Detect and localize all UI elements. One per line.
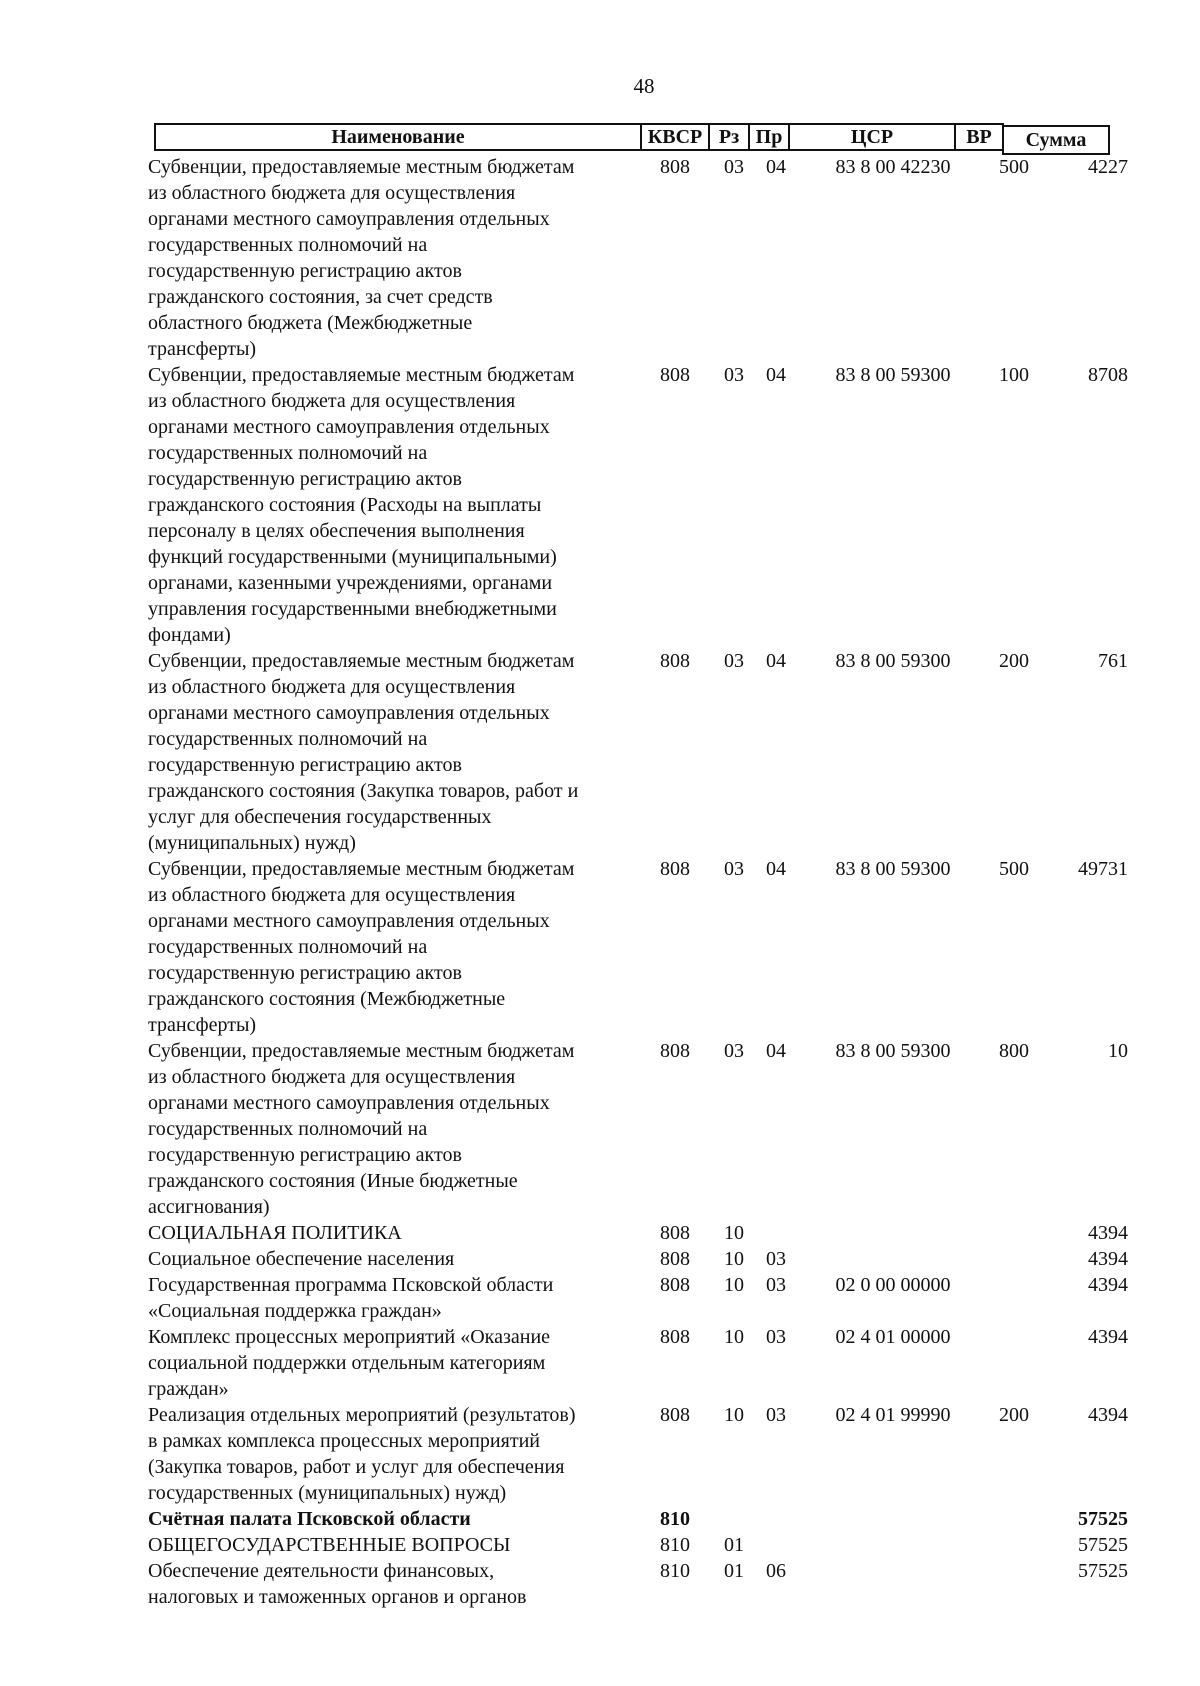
row-rz: 03 xyxy=(724,364,744,386)
table-row xyxy=(148,362,1128,648)
row-name: СОЦИАЛЬНАЯ ПОЛИТИКА xyxy=(148,1222,402,1244)
row-sum: 8708 xyxy=(1088,364,1128,386)
table-row xyxy=(148,1324,1128,1402)
row-csr: 02 4 01 99990 xyxy=(835,1404,951,1426)
row-sum: 4394 xyxy=(1088,1404,1128,1426)
row-vr: 500 xyxy=(999,858,1029,880)
row-rz: 10 xyxy=(724,1222,744,1244)
table-row xyxy=(148,856,1128,1038)
row-pr: 03 xyxy=(766,1404,786,1426)
row-pr: 04 xyxy=(766,156,786,178)
table-row xyxy=(148,1220,1128,1246)
row-name: Социальное обеспечение населения xyxy=(148,1248,455,1270)
row-csr: 83 8 00 42230 xyxy=(835,156,951,178)
row-vr: 200 xyxy=(999,1404,1029,1426)
row-kvsr: 808 xyxy=(660,858,690,880)
row-name: Субвенции, предоставляемые местным бюджетам из областного бюджета для осуществления органами местного самоуправления отдельных государственных полномочий на государственную регистрацию актов гражданского состояния, за счет средств областного бюджета (Межбюджетные трансферты) xyxy=(148,156,575,360)
row-kvsr: 808 xyxy=(660,1404,690,1426)
row-name: Реализация отдельных мероприятий (результатов) в рамках комплекса процессных мероприятий (Закупка товаров, работ и услуг для обеспечения государственных (муниципальных) нужд) xyxy=(148,1404,576,1504)
table-row xyxy=(148,648,1128,856)
table-row xyxy=(148,1402,1128,1506)
row-sum: 57525 xyxy=(1078,1534,1128,1556)
row-kvsr: 810 xyxy=(660,1508,690,1530)
row-csr: 83 8 00 59300 xyxy=(835,650,951,672)
row-csr: 02 4 01 00000 xyxy=(835,1326,951,1348)
row-csr: 02 0 00 00000 xyxy=(835,1274,951,1296)
row-pr: 03 xyxy=(766,1248,786,1270)
row-rz: 03 xyxy=(724,650,744,672)
row-kvsr: 810 xyxy=(660,1534,690,1556)
row-pr: 03 xyxy=(766,1326,786,1348)
row-name: Субвенции, предоставляемые местным бюджетам из областного бюджета для осуществления органами местного самоуправления отдельных государственных полномочий на государственную регистрацию актов гражданского состояния (Закупка товаров, работ и услуг для обеспечения государственных (муниципальных) нужд) xyxy=(148,650,579,854)
row-sum: 57525 xyxy=(1078,1560,1128,1582)
row-kvsr: 808 xyxy=(660,1040,690,1062)
row-kvsr: 808 xyxy=(660,650,690,672)
row-sum: 4394 xyxy=(1088,1326,1128,1348)
row-kvsr: 808 xyxy=(660,1248,690,1270)
row-vr: 100 xyxy=(999,364,1029,386)
table-row xyxy=(148,1558,1128,1610)
table-row xyxy=(148,1532,1128,1558)
table-row xyxy=(148,1038,1128,1220)
row-name: Счётная палата Псковской области xyxy=(148,1508,471,1530)
table-header xyxy=(154,123,1122,151)
row-csr: 83 8 00 59300 xyxy=(835,1040,951,1062)
row-name: ОБЩЕГОСУДАРСТВЕННЫЕ ВОПРОСЫ xyxy=(148,1534,511,1556)
header-kvsr: КВСР xyxy=(640,123,710,151)
row-pr: 04 xyxy=(766,858,786,880)
row-pr: 04 xyxy=(766,650,786,672)
row-sum: 761 xyxy=(1098,650,1128,672)
header-pr: Пр xyxy=(748,123,790,151)
row-pr: 06 xyxy=(766,1560,786,1582)
row-sum: 4394 xyxy=(1088,1248,1128,1270)
row-pr: 03 xyxy=(766,1274,786,1296)
row-name: Комплекс процессных мероприятий «Оказание социальной поддержки отдельным категориям граждан» xyxy=(148,1326,551,1400)
row-kvsr: 808 xyxy=(660,364,690,386)
row-name: Субвенции, предоставляемые местным бюджетам из областного бюджета для осуществления органами местного самоуправления отдельных государственных полномочий на государственную регистрацию актов гражданского состояния (Расходы на выплаты персоналу в целях обеспечения выполнения функций государственными (муниципальными) органами, казенными учреждениями, органами управления государственными внебюджетными фондами) xyxy=(148,364,575,646)
row-rz: 10 xyxy=(724,1248,744,1270)
row-vr: 500 xyxy=(999,156,1029,178)
row-pr: 04 xyxy=(766,1040,786,1062)
row-name: Субвенции, предоставляемые местным бюджетам из областного бюджета для осуществления органами местного самоуправления отдельных государственных полномочий на государственную регистрацию актов гражданского состояния (Межбюджетные трансферты) xyxy=(148,858,575,1036)
row-sum: 57525 xyxy=(1078,1508,1128,1530)
row-sum: 4227 xyxy=(1088,156,1128,178)
header-rz: Рз xyxy=(708,123,750,151)
table-row xyxy=(148,1272,1128,1324)
row-pr: 04 xyxy=(766,364,786,386)
row-csr: 83 8 00 59300 xyxy=(835,364,951,386)
row-csr: 83 8 00 59300 xyxy=(835,858,951,880)
header-sum: Сумма xyxy=(1002,125,1110,155)
page-number: 48 xyxy=(633,74,655,98)
row-rz: 01 xyxy=(724,1560,744,1582)
table-row xyxy=(148,1246,1128,1272)
table-body xyxy=(148,154,1128,1610)
row-sum: 49731 xyxy=(1078,858,1128,880)
row-kvsr: 808 xyxy=(660,156,690,178)
row-name: Государственная программа Псковской области «Социальная поддержка граждан» xyxy=(148,1274,554,1322)
row-kvsr: 808 xyxy=(660,1326,690,1348)
row-kvsr: 808 xyxy=(660,1222,690,1244)
row-sum: 4394 xyxy=(1088,1222,1128,1244)
table-row xyxy=(148,1506,1128,1532)
header-vr: ВР xyxy=(954,123,1004,151)
row-sum: 4394 xyxy=(1088,1274,1128,1296)
row-vr: 200 xyxy=(999,650,1029,672)
row-name: Обеспечение деятельности финансовых, налоговых и таможенных органов и органов xyxy=(148,1560,527,1608)
row-kvsr: 810 xyxy=(660,1560,690,1582)
table-row xyxy=(148,154,1128,362)
row-kvsr: 808 xyxy=(660,1274,690,1296)
row-rz: 03 xyxy=(724,156,744,178)
row-rz: 10 xyxy=(724,1404,744,1426)
header-csr: ЦСР xyxy=(788,123,956,151)
row-rz: 03 xyxy=(724,858,744,880)
row-sum: 10 xyxy=(1108,1040,1128,1062)
row-rz: 01 xyxy=(724,1534,744,1556)
row-vr: 800 xyxy=(999,1040,1029,1062)
header-name: Наименование xyxy=(154,123,642,151)
row-name: Субвенции, предоставляемые местным бюджетам из областного бюджета для осуществления органами местного самоуправления отдельных государственных полномочий на государственную регистрацию актов гражданского состояния (Иные бюджетные ассигнования) xyxy=(148,1040,575,1218)
row-rz: 03 xyxy=(724,1040,744,1062)
row-rz: 10 xyxy=(724,1274,744,1296)
row-rz: 10 xyxy=(724,1326,744,1348)
